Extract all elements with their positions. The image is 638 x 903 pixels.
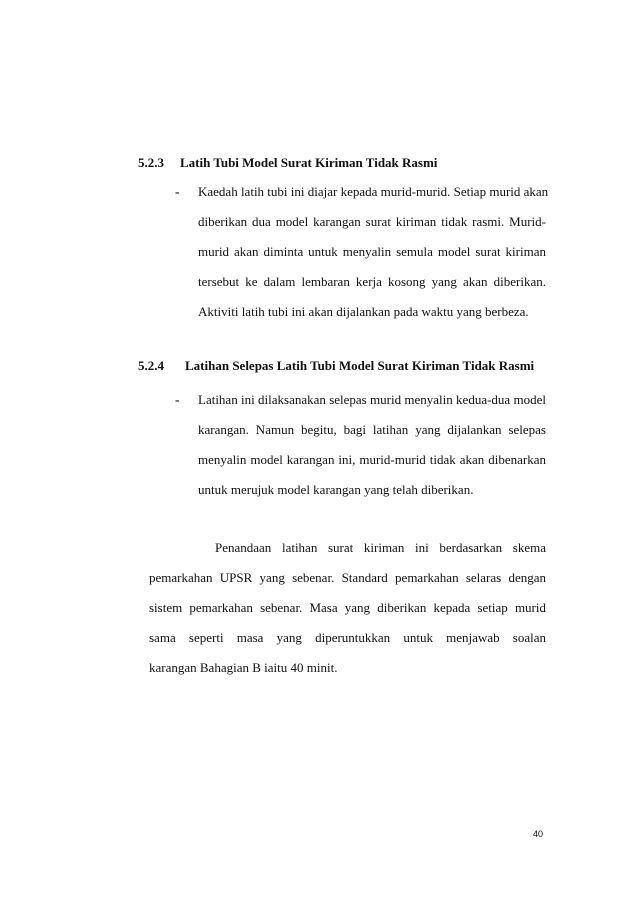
text-line: karangan. Namun begitu, bagi latihan yang dijalankan selepas <box>198 422 546 437</box>
text-line: diberikan dua model karangan surat kiriman tidak rasmi. Murid- <box>198 214 546 229</box>
section-title: Latih Tubi Model Surat Kiriman Tidak Rasmi <box>180 155 438 170</box>
text-line: untuk merujuk model karangan yang telah diberikan. <box>198 482 474 497</box>
paragraph-line: pemarkahan UPSR yang sebenar. Standard pemarkahan selaras dengan <box>149 570 546 585</box>
paragraph-line: sistem pemarkahan sebenar. Masa yang diberikan kepada setiap murid <box>149 600 546 615</box>
bullet-dash: - <box>175 184 180 199</box>
text-line: Aktiviti latih tubi ini akan dijalankan pada waktu yang berbeza. <box>198 304 529 319</box>
page-number: 40 <box>533 829 544 839</box>
bullet-dash: - <box>175 392 180 407</box>
text-line: Latihan ini dilaksanakan selepas murid menyalin kedua-dua model <box>198 392 546 407</box>
text-line: murid akan diminta untuk menyalin semula model surat kiriman <box>198 244 546 259</box>
section-number: 5.2.3 <box>138 155 164 170</box>
paragraph-line: Penandaan latihan surat kiriman ini berdasarkan skema <box>215 540 546 555</box>
section-number: 5.2.4 <box>138 358 164 373</box>
paragraph-line: karangan Bahagian B iaitu 40 minit. <box>149 660 338 675</box>
paragraph-line: sama seperti masa yang diperuntukkan untuk menjawab soalan <box>149 630 546 645</box>
text-line: tersebut ke dalam lembaran kerja kosong yang akan diberikan. <box>198 274 546 289</box>
section-title: Latihan Selepas Latih Tubi Model Surat Kiriman Tidak Rasmi <box>185 358 535 373</box>
text-line: Kaedah latih tubi ini diajar kepada murid-murid. Setiap murid akan <box>198 184 549 199</box>
text-line: menyalin model karangan ini, murid-murid tidak akan dibenarkan <box>198 452 546 467</box>
